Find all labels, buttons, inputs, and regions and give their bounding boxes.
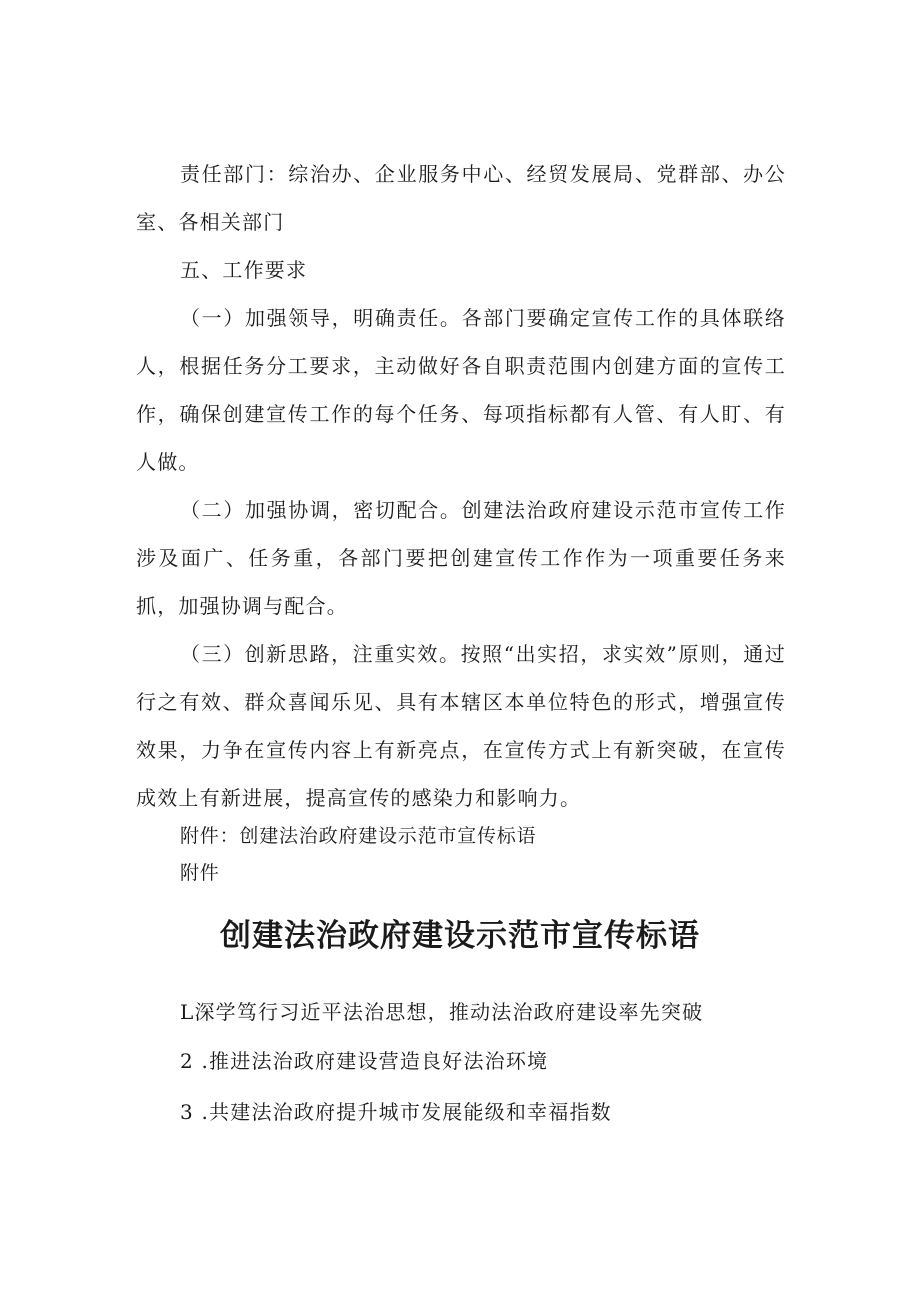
requirement-3: （三）创新思路，注重实效。按照“出实招，求实效”原则，通过行之有效、群众喜闻乐见、具有本辖区本单位特色的形式，增强宣传效果，力争在宣传内容上有新亮点，在宣传方式上有新突破，在宣传成效上有新进展，提高宣传的感染力和影响力。	[136, 642, 786, 810]
attachment-title: 创建法治政府建设示范市宣传标语	[220, 918, 700, 954]
slogan-2: 2 .推进法治政府建设营造良好法治环境	[180, 1049, 549, 1073]
slogan-1: L深学笃行习近平法治思想，推动法治政府建设率先突破	[180, 1000, 704, 1024]
attachment-label: 附件	[180, 862, 220, 884]
requirement-1: （一）加强领导，明确责任。各部门要确定宣传工作的具体联络人，根据任务分工要求，主动做好各自职责范围内创建方面的宣传工作，确保创建宣传工作的每个任务、每项指标都有人管、有人盯、有人做。	[136, 306, 786, 474]
responsible-departments: 责任部门：综治办、企业服务中心、经贸发展局、党群部、办公室、各相关部门	[136, 162, 786, 234]
attachment-note: 附件：创建法治政府建设示范市宣传标语	[180, 825, 537, 847]
section-five-heading: 五、工作要求	[180, 258, 308, 282]
requirement-2: （二）加强协调，密切配合。创建法治政府建设示范市宣传工作涉及面广、任务重，各部门要把创建宣传工作作为一项重要任务来抓，加强协调与配合。	[136, 498, 786, 618]
slogan-3: 3 .共建法治政府提升城市发展能级和幸福指数	[180, 1100, 612, 1124]
